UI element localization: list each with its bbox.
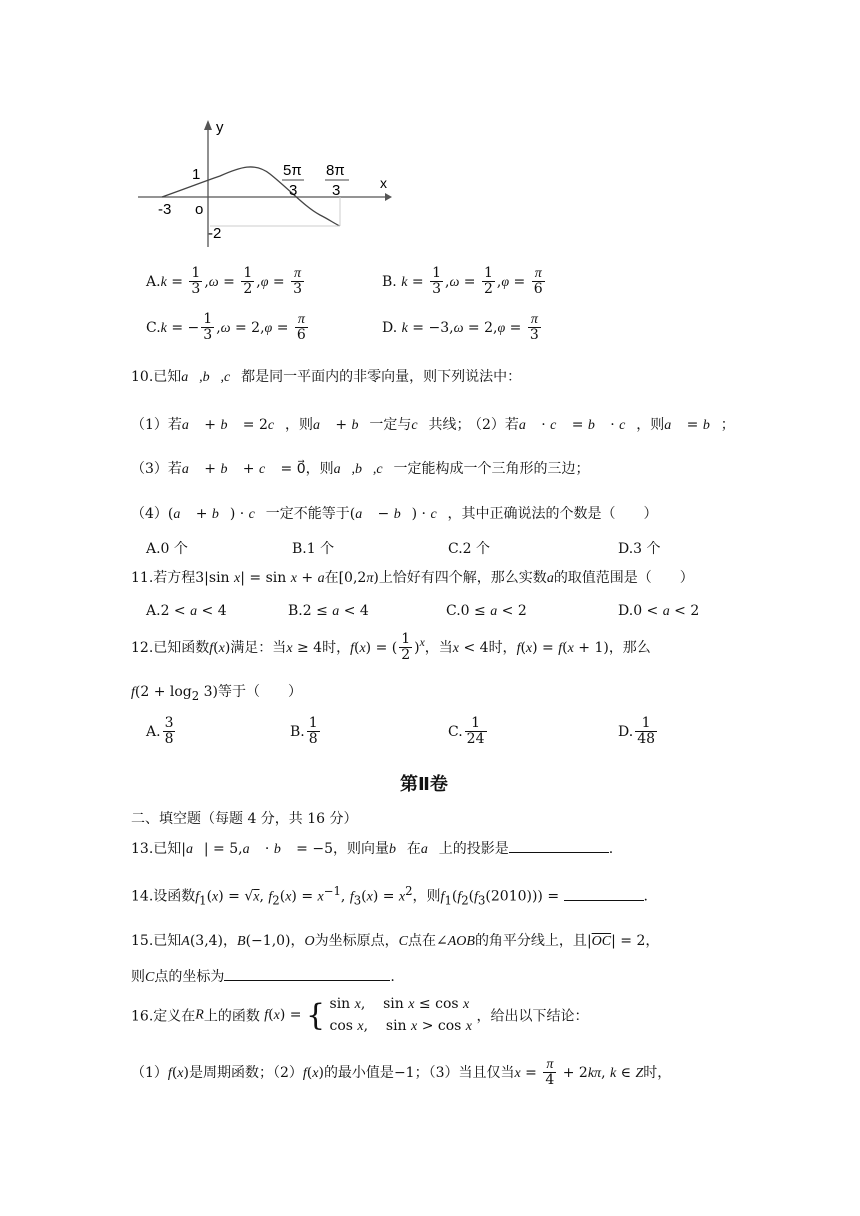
label-neg3: -3 [158, 201, 172, 218]
q12-line2: $f(2 + \log_2 3)$等于（ ） [131, 684, 303, 703]
q12-option-b: B. $\frac{1}{8}$ [290, 715, 318, 748]
function-graph [130, 112, 400, 252]
tick-5pi-num: 5π [283, 162, 302, 179]
q10-option-b: B.1 个 [292, 541, 335, 557]
q12-option-d: D. $\frac{1}{48}$ [618, 715, 656, 748]
y-axis-label: y [216, 119, 224, 136]
q12-option-c: C. $\frac{1}{24}$ [448, 715, 485, 748]
q12-stem: 12.已知函数f(x)满足：当x ≥ 4时，f(x) = ( $\frac{1}{2}$ )$^x$，当x < 4时，f(x) = f(x + 1)，那么 [131, 631, 651, 664]
q9-option-c: C.k = − $\frac{1}{3}$ ,ω = 2,φ = $\frac{\pi}{6}$ [146, 311, 306, 344]
tick-5pi-den: 3 [289, 182, 298, 199]
tick-8pi-num: 8π [326, 162, 345, 179]
q10-statement-3: （3）若a⃗ + b⃗ + c⃗ = 0⃗，则a⃗,b⃗,c⃗一定能构成一个三角形的三边； [131, 461, 590, 477]
q15-answer-blank[interactable] [224, 980, 390, 981]
q9-option-d: D. k = −3,ω = 2,φ = $\frac{\pi}{3}$ [382, 312, 539, 344]
q10-option-a: A.0 个 [146, 541, 188, 557]
label-one: 1 [192, 166, 201, 183]
q11-stem: 11.若方程3|sin x| = sin x + a在[0,2π)上恰好有四个解，那么实数a的取值范围是（ ） [131, 570, 694, 586]
part2-title: 第Ⅱ卷 [400, 774, 448, 795]
q11-option-b: B.2 ≤ a < 4 [288, 603, 369, 619]
q13-answer-blank[interactable] [509, 852, 609, 853]
x-axis-arrow [385, 193, 392, 201]
q14: 14.设函数$f_1(x) = √x$, $f_2(x) = x^{-1}$, $f_3(x) = x^2$，则$f_1(f_2(f_3(2010)))$ = . [131, 884, 648, 908]
q10-statement-4: （4）(a⃗ + b⃗) · c⃗一定不能等于(a⃗ − b⃗) · c⃗，其中正确说法的个数是（ ） [131, 506, 658, 522]
q10-option-c: C.2 个 [448, 541, 491, 557]
q10-statement-2: （2）若a⃗ · c⃗ = b⃗ · c⃗，则a⃗ = b⃗； [468, 417, 735, 433]
q15-line1: 15.已知A(3,4)，B(−1,0)，O为坐标原点，C点在∠AOB的角平分线上，且$|\overline{OC}| = 2$， [131, 933, 660, 949]
q11-option-a: A.2 < a < 4 [146, 603, 227, 619]
q10-statement-1: （1）若a⃗ + b⃗ = 2c⃗，则a⃗ + b⃗一定与c⃗共线； [131, 417, 471, 433]
fill-heading: 二、填空题（每题 4 分，共 16 分） [131, 811, 358, 827]
q11-option-c: C.0 ≤ a < 2 [446, 603, 527, 619]
q16: 16.定义在R上的函数 f(x) = { sin x, sin x ≤ cos x cos x, sin x > cos x ，给出以下结论： [131, 996, 589, 1034]
q11-option-d: D.0 < a < 2 [618, 603, 700, 619]
label-origin: o [195, 201, 204, 218]
q14-answer-blank[interactable] [564, 900, 644, 901]
q16-conclusions: （1）f(x)是周期函数；（2）f(x)的最小值是−1；（3）当且仅当x = $\frac{\pi}{4}$ + 2kπ, k ∈ Z时， [131, 1057, 672, 1089]
q9-option-a: A.k = $\frac{1}{3}$ ,ω = $\frac{1}{2}$ ,φ = $\frac{\pi}{3}$ [146, 265, 303, 298]
q9-option-b: B. k = $\frac{1}{3}$ ,ω = $\frac{1}{2}$ ,φ = $\frac{\pi}{6}$ [382, 265, 543, 298]
tick-8pi-den: 3 [332, 182, 341, 199]
q10-option-d: D.3 个 [618, 541, 661, 557]
q12-option-a: A. $\frac{3}{8}$ [146, 715, 174, 748]
label-neg2: -2 [208, 225, 222, 242]
q13: 13.已知|a⃗| = 5,a⃗ · b⃗ = −5，则向量b⃗在a⃗上的投影是 . [131, 841, 614, 857]
q10-stem: 10.已知a⃗,b⃗,c⃗都是同一平面内的非零向量，则下列说法中： [131, 369, 522, 385]
x-axis-label: x [380, 175, 387, 191]
q15-line2: 则C点的坐标为 . [131, 969, 395, 985]
y-axis-arrow [204, 120, 212, 130]
